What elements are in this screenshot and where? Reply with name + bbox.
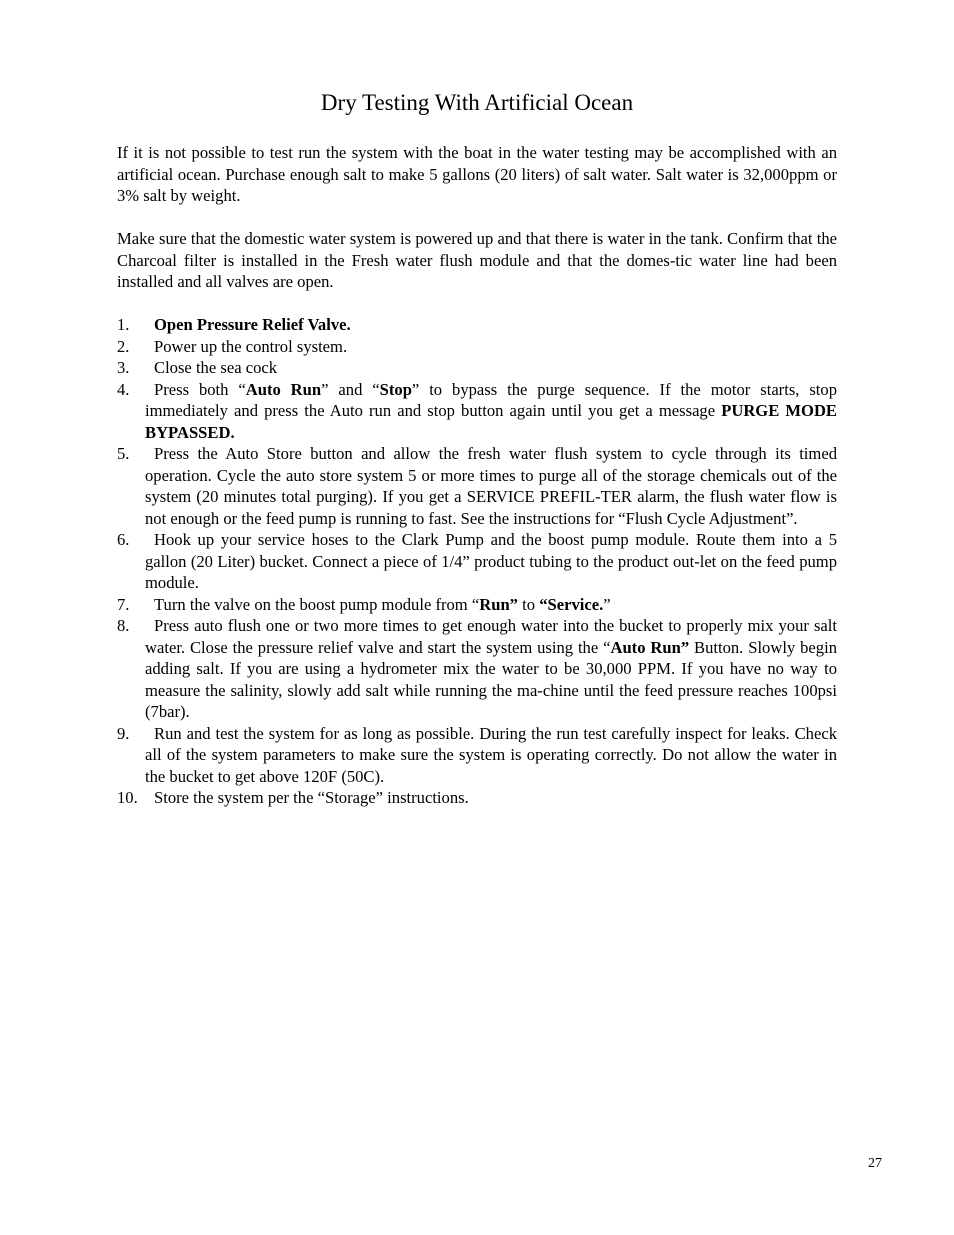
step-5	[117, 443, 837, 529]
step-text: Open Pressure Relief Valve.	[154, 315, 351, 334]
step-number: 2.	[117, 336, 130, 356]
page-number: 27	[868, 1156, 882, 1171]
step-text: Press the Auto Store button and allow the fresh water flush system to cycle through its timed operation. Cycle the auto store system 5 or more times to purge all of the storage chemicals out of the system (20 minutes total purging). If you get a SERVICE PREFIL-TER alarm, the flush water flow is not enough or the feed pump is running to fast. See the instructions for “Flush Cycle Adjustment”.	[145, 444, 837, 528]
setup-paragraph: Make sure that the domestic water system is powered up and that there is water in the tank. Confirm that the Charcoal filter is installed in the Fresh water flush module and that the domes-tic water line had been installed and all valves are open.	[117, 229, 837, 291]
step-number: 8.	[117, 616, 130, 635]
step-3	[117, 357, 837, 379]
step-1	[117, 314, 837, 336]
step-number: 7.	[117, 594, 130, 614]
step-text: Hook up your service hoses to the Clark Pump and the boost pump module. Route them into a 5 gallon (20 Liter) bucket. Connect a piece of 1/4” product tubing to the product out-let on the feed pump module.	[145, 530, 837, 592]
step-text: Run and test the system for as long as possible. During the run test carefully inspect for leaks. Check all of the system parameters to make sure the system is operating correctly. Do not allow the water in the bucket to get above 120F (50C).	[145, 723, 837, 786]
step-text: Turn the valve on the boost pump module from “Run” to “Service.”	[154, 594, 611, 614]
step-number: 6.	[117, 530, 130, 549]
step-text: Close the sea cock	[154, 358, 278, 377]
step-text: Power up the control system.	[154, 336, 348, 356]
step-number: 1.	[117, 315, 130, 334]
step-4	[117, 379, 837, 444]
step-text: Press auto flush one or two more times to get enough water into the bucket to properly mix your salt water. Close the pressure relief valve and start the system using the “Auto Run” Button. Slowly begin adding salt. If you are using a hydrometer mix the water to be 30,000 PPM. If you have no way to measure the salinity, slowly add salt while running the ma-chine until the feed pressure reaches 100psi (7bar).	[145, 616, 837, 721]
procedure-steps	[117, 314, 837, 809]
page-title: Dry Testing With Artificial Ocean	[320, 90, 634, 115]
step-7	[117, 594, 837, 616]
step-number: 5.	[117, 444, 130, 463]
step-10	[117, 787, 837, 809]
intro-paragraph: If it is not possible to test run the system with the boat in the water testing may be accomplished with an artificial ocean. Purchase enough salt to make 5 gallons (20 liters) of salt water. Salt water is 32,000ppm or 3% salt by weight.	[117, 143, 837, 205]
step-number: 3.	[117, 358, 130, 377]
step-number: 10.	[117, 788, 138, 807]
step-number: 4.	[117, 379, 130, 399]
step-number: 9.	[117, 723, 130, 743]
step-text: Press both “Auto Run” and “Stop” to bypass the purge sequence. If the motor starts, stop immediately and press the Auto run and stop button again until you get a message PURGE MODE BYPASSED.	[145, 379, 837, 442]
step-8	[117, 615, 837, 723]
step-6	[117, 529, 837, 594]
step-text: Store the system per the “Storage” instructions.	[154, 788, 469, 807]
step-9	[117, 723, 837, 788]
step-2	[117, 336, 837, 358]
